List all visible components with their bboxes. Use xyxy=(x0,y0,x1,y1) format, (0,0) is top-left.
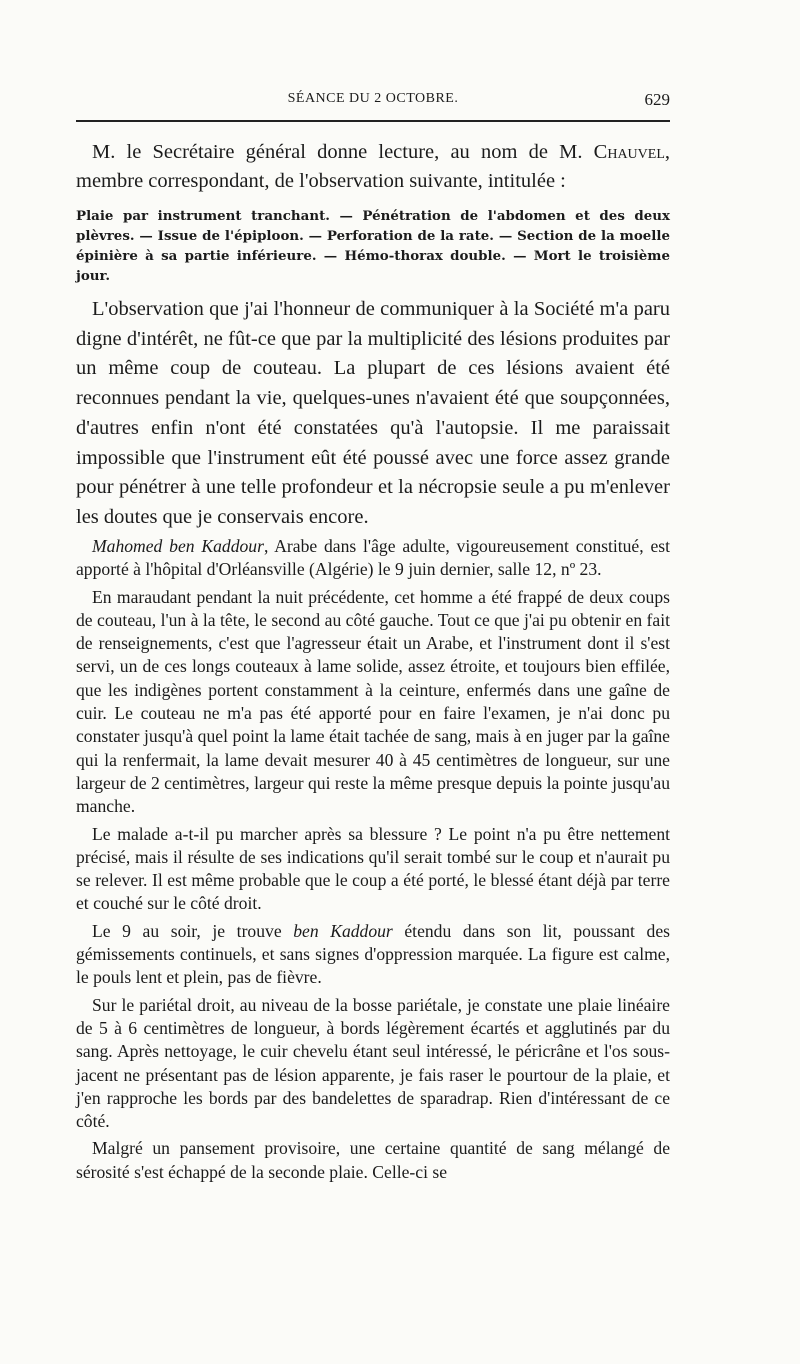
running-head xyxy=(76,90,670,112)
paragraph-head-wound: Sur le pariétal droit, au niveau de la bosse pariétale, je constate une plaie linéaire de 5 à 6 centimètres de longueur, à bords légèrement écartés et agglutinés par du sang. Après nettoyage, le cuir chevelu étant seul intéressé, le péricrâne et l'os sous-jacent ne présentant pas de lésion apparente, je fais raser le pourtour de la plaie, et j'en rapproche les bords par des bandelettes de sparadrap. Rien d'intéressant de ce côté. xyxy=(76,994,670,1132)
page-number: 629 xyxy=(644,90,670,109)
patient-name: Mahomed ben Kaddour xyxy=(92,536,264,556)
paragraph-patient xyxy=(76,535,670,582)
patient-name-short: ben Kaddour xyxy=(293,920,393,941)
intro-paragraph xyxy=(76,138,670,196)
observation-body xyxy=(76,535,670,1184)
intro-before: M. le Secrétaire général donne lecture, au nom de M. xyxy=(92,141,594,163)
running-title: SÉANCE DU 2 OCTOBRE. xyxy=(287,91,459,106)
paragraph-evening-before: Le 9 au soir, je trouve xyxy=(92,920,294,941)
case-title xyxy=(76,206,670,286)
case-title-text: Plaie par instrument tranchant. — Pénétration de l'abdomen et des deux plèvres. — Issue de l'épiploon. — Perforation de la rate. — Section de la moelle épinière à sa partie inférieure. — Hémo-thorax double. — Mort le troisième jour. xyxy=(76,208,670,284)
lead-section xyxy=(76,295,670,533)
paragraph-second-wound: Malgré un pansement provisoire, une certaine quantité de sang mélangé de sérosité s'est échappé de la seconde plaie. Celle-ci se xyxy=(76,1138,670,1182)
paragraph-evening-exam xyxy=(76,920,670,990)
paragraph-circumstances: En maraudant pendant la nuit précédente, cet homme a été frappé de deux coups de couteau, l'un à la tête, le second au côté gauche. Tout ce que j'ai pu obtenir en fait de renseignements, c'est que l'agresseur était un Arabe, et l'instrument dont il s'est servi, un de ces longs couteaux à lame solide, assez étroite, et toujours bien effilée, que les indigènes portent constamment à la ceinture, enfermés dans une gaîne de cuir. Le couteau ne m'a pas été apporté pour en faire l'examen, je n'ai donc pu constater jusqu'à quel point la lame était tachée de sang, mais à en juger par la gaîne qui la renfermait, la lame devait mesurer 40 à 45 centimètres de longueur, sur une largeur de 2 centimètres, largeur qui reste la même presque depuis la pointe jusqu'au manche. xyxy=(76,586,670,817)
intro-after: , membre correspondant, de l'observation suivante, intitulée : xyxy=(76,141,670,192)
intro-author: Chauvel xyxy=(593,141,665,163)
paragraph-patient-text: , Arabe dans l'âge adulte, vigoureusement constitué, est apporté à l'hôpital d'Orléansville (Algérie) le 9 juin dernier, salle 12, nº 23. xyxy=(76,536,670,580)
header-rule xyxy=(76,120,670,122)
paragraph-walking: Le malade a-t-il pu marcher après sa blessure ? Le point n'a pu être nettement précisé, mais il résulte de ses indications qu'il serait tombé sur le coup et n'aurait pu se relever. Il est même probable que le coup a été porté, le blessé étant déjà par terre et couché sur le côté droit. xyxy=(76,823,670,914)
paragraph-evening-after: étendu dans son lit, poussant des gémissements continuels, et sans signes d'oppression marquée. La figure est calme, le pouls lent et plein, pas de fièvre. xyxy=(76,920,670,988)
lead-paragraph: L'observation que j'ai l'honneur de communiquer à la Société m'a paru digne d'intérêt, ne fût-ce que par la multiplicité des lésions produites par un même coup de couteau. La plupart de ces lésions avaient été reconnues pendant la vie, quelques-unes n'avaient été que soupçonnées, d'autres enfin n'ont été constatées qu'à l'autopsie. Il me paraissait impossible que l'instrument eût été poussé avec une force assez grande pour pénétrer à une telle profondeur et la nécropsie seule a pu m'enlever les doutes que je conservais encore. xyxy=(76,298,670,528)
